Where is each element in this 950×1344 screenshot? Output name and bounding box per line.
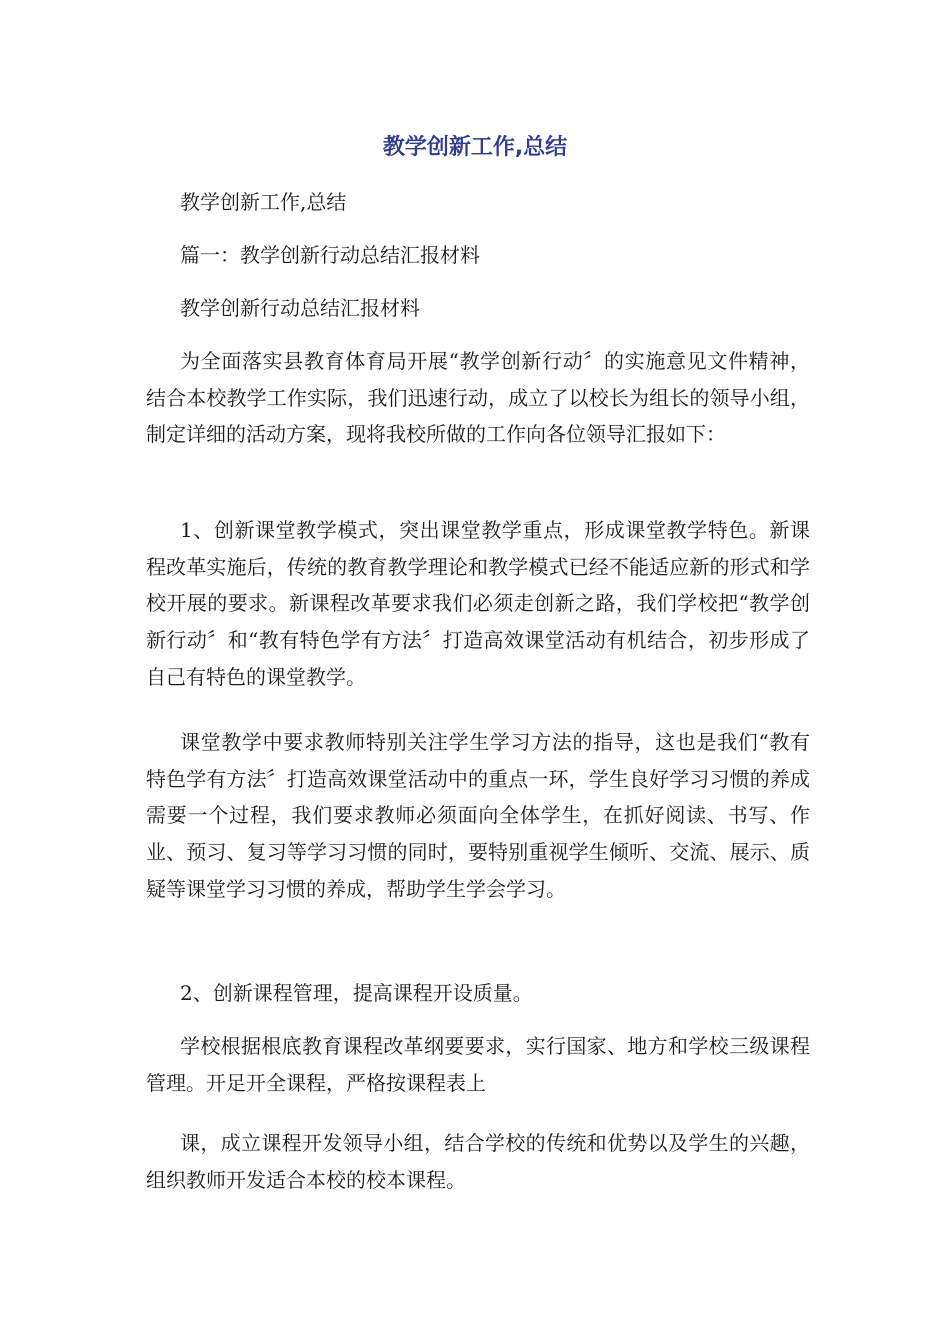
paragraph-intro: 为全面落实县教育体育局开展“教学创新行动〞的实施意见文件精神，结合本校教学工作实际，我们迅速行动，成立了以校长为组长的领导小组，制定详细的活动方案，现将我校所做的工作向各位领导汇报如下：: [146, 349, 810, 447]
paragraph-section-heading: 篇一：教学创新行动总结汇报材料: [180, 243, 480, 267]
paragraph-report-title: 教学创新行动总结汇报材料: [180, 296, 420, 320]
document-title: 教学创新工作,总结: [382, 135, 568, 160]
paragraph-point-2: 2、创新课程管理，提高课程开设质量。: [180, 981, 533, 1005]
paragraph-curriculum-management: 学校根据根底教育课程改革纲要要求，实行国家、地方和学校三级课程管理。开足开全课程，严格按课程表上: [146, 1034, 810, 1095]
paragraph-point-1: 1、创新课堂教学模式，突出课堂教学重点，形成课堂教学特色。新课程改革实施后，传统的教育教学理论和教学模式已经不能适应新的形式和学校开展的要求。新课程改革要求我们必须走创新之路，我们学校把“教学创新行动〞和“教有特色学有方法〞打造高效课堂活动有机结合，初步形成了自己有特色的课堂教学。: [146, 518, 810, 689]
paragraph-subtitle: 教学创新工作,总结: [180, 190, 347, 214]
paragraph-curriculum-development: 课，成立课程开发领导小组，结合学校的传统和优势以及学生的兴趣，组织教师开发适合本校的校本课程。: [146, 1131, 810, 1192]
paragraph-classroom-teaching: 课堂教学中要求教师特别关注学生学习方法的指导，这也是我们“教有特色学有方法〞打造高效课堂活动中的重点一环，学生良好学习习惯的养成需要一个过程，我们要求教师必须面向全体学生，在抓好阅读、书写、作业、预习、复习等学习习惯的同时，要特别重视学生倾听、交流、展示、质疑等课堂学习习惯的养成，帮助学生学会学习。: [146, 730, 810, 901]
